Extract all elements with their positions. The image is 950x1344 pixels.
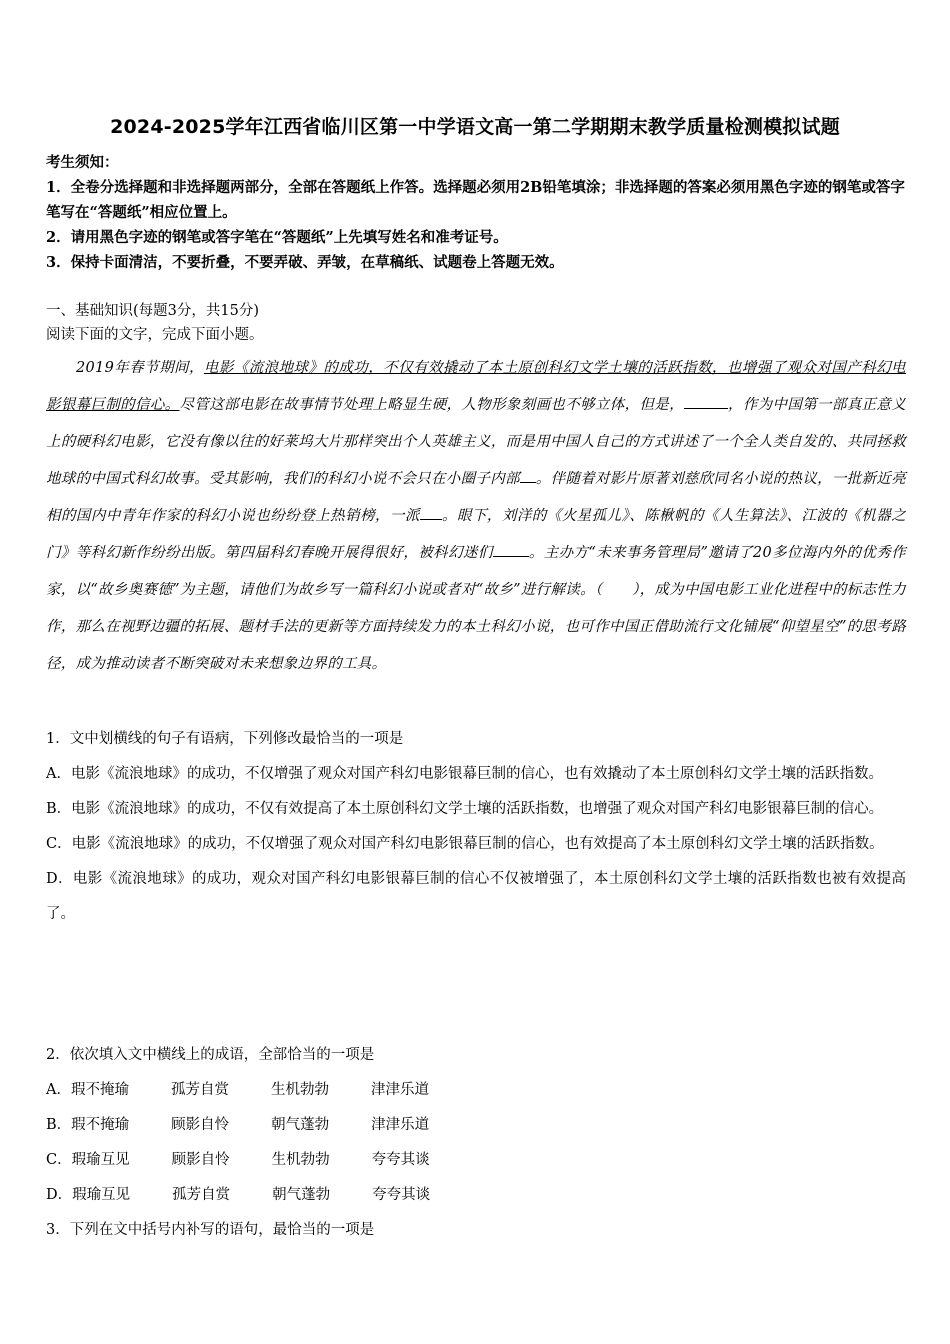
passage-text-4: 。伴随着对影片原著刘慈欣同名小说的热议，一批新近亮相的国内中青年作家的科幻小说也纷纷登上热销榜，一派	[46, 471, 906, 524]
option-label: A．	[46, 1082, 71, 1098]
question-2-option-c	[46, 1143, 906, 1178]
question-1-option-b: B．电影《流浪地球》的成功，不仅有效提高了本土原创科幻文学土壤的活跃指数，也增强了观众对国产科幻电影银幕巨制的信心。	[46, 801, 884, 817]
blank-1	[684, 396, 728, 409]
idiom: 孤芳自赏	[170, 1082, 229, 1098]
passage-text-3: ，作为中国第一部真正意义上的硬科幻电影，它没有像以往的好莱坞大片那样突出个人英雄主义，而是用中国人自己的方式讲述了一个全人类自发的、共同拯救地球的中国式科幻故事。受其影响，我们的科幻小说不会只在小圈子内部	[46, 397, 907, 487]
page-title: 2024-2025学年江西省临川区第一中学语文高一第二学期期末教学质量检测模拟试题	[110, 116, 840, 138]
notice-item-3: 3．保持卡面清洁，不要折叠，不要弄破、弄皱，在草稿纸、试题卷上答题无效。	[46, 254, 564, 271]
idiom: 瑕瑜互见	[71, 1152, 130, 1168]
question-1-option-c: C．电影《流浪地球》的成功，不仅增强了观众对国产科幻电影银幕巨制的信心，也有效提高了本土原创科幻文学土壤的活跃指数。	[46, 836, 884, 852]
idiom: 朝气蓬勃	[272, 1187, 331, 1203]
idiom: 夸夸其谈	[372, 1187, 431, 1203]
passage-text-2: 尽管这部电影在故事情节处理上略显生硬，人物形象刻画也不够立体，但是，	[179, 397, 684, 413]
notice-item-1: 1．全卷分选择题和非选择题两部分，全部在答题纸上作答。选择题必须用2B铅笔填涂；非选择题的答案必须用黑色字迹的钢笔或答字笔写在“答题纸”相应位置上。	[46, 179, 905, 221]
notice-block	[46, 150, 906, 275]
idiom: 孤芳自赏	[172, 1187, 231, 1203]
option-label: B．	[46, 1117, 72, 1133]
idiom: 瑕不掩瑜	[70, 1082, 129, 1098]
section-instruction: 阅读下面的文字，完成下面小题。	[46, 327, 264, 343]
idiom: 津津乐道	[371, 1117, 430, 1133]
idiom: 瑕瑜互见	[72, 1187, 131, 1203]
idiom: 顾影自怜	[171, 1117, 230, 1133]
question-2	[46, 1038, 906, 1248]
idiom: 生机勃勃	[270, 1082, 329, 1098]
question-1-option-d: D．电影《流浪地球》的成功，观众对国产科幻电影银幕巨制的信心不仅被增强了，本土原创科幻文学土壤的活跃指数也被有效提高了。	[46, 871, 906, 922]
section-heading: 一、基础知识(每题3分，共15分)	[46, 303, 259, 319]
question-1	[46, 722, 906, 932]
question-2-stem: 2．依次填入文中横线上的成语，全部恰当的一项是	[46, 1047, 375, 1063]
notice-item-2: 2．请用黑色字迹的钢笔或答字笔在“答题纸”上先填写姓名和准考证号。	[46, 229, 508, 246]
blank-4	[493, 544, 529, 557]
idiom: 津津乐道	[370, 1082, 429, 1098]
reading-passage	[46, 350, 906, 683]
option-label: D．	[46, 1187, 73, 1203]
question-2-option-b	[46, 1108, 906, 1143]
idiom: 顾影自怜	[171, 1152, 230, 1168]
blank-2	[520, 470, 536, 483]
idiom: 夸夸其谈	[371, 1152, 430, 1168]
option-label: C．	[46, 1152, 72, 1168]
notice-heading: 考生须知：	[46, 154, 119, 171]
idiom: 生机勃勃	[271, 1152, 330, 1168]
question-3-stem: 3．下列在文中括号内补写的语句，最恰当的一项是	[46, 1222, 375, 1238]
question-2-option-a	[46, 1073, 906, 1108]
question-2-option-d	[46, 1178, 906, 1213]
idiom: 瑕不掩瑜	[71, 1117, 130, 1133]
passage-text-1: 2019年春节期间，	[76, 360, 204, 376]
blank-3	[420, 507, 442, 520]
question-1-option-a: A．电影《流浪地球》的成功，不仅增强了观众对国产科幻电影银幕巨制的信心，也有效撬动了本土原创科幻文学土壤的活跃指数。	[46, 766, 883, 782]
passage-text-6: 。主办方“未来事务管理局”邀请了20多位海内外的优秀作家，以“故乡奥赛德”为主题，请他们为故乡写一篇科幻小说或者对“故乡”进行解读。（ ），成为中国电影工业化进程中的标志性力作，那么在视野边疆的拓展、题材手法的更新等方面持续发力的本土科幻小说，也可作中国正借助流行文化铺展“仰望星空”的思考路径，成为推动读者不断突破对未来想象边界的工具。	[46, 545, 907, 672]
passage-text-5: 。眼下，刘洋的《火星孤儿》、陈楸帆的《人生算法》、江波的《机器之门》等科幻新作纷纷出版。第四届科幻春晚开展得很好，被科幻迷们	[46, 508, 906, 561]
question-1-stem: 1．文中划横线的句子有语病，下列修改最恰当的一项是	[46, 731, 404, 747]
underlined-sentence: 电影《流浪地球》的成功，不仅有效撬动了本土原创科幻文学土壤的活跃指数，也增强了观众对国产科幻电影银幕巨制的信心。	[46, 360, 906, 413]
idiom: 朝气蓬勃	[271, 1117, 330, 1133]
